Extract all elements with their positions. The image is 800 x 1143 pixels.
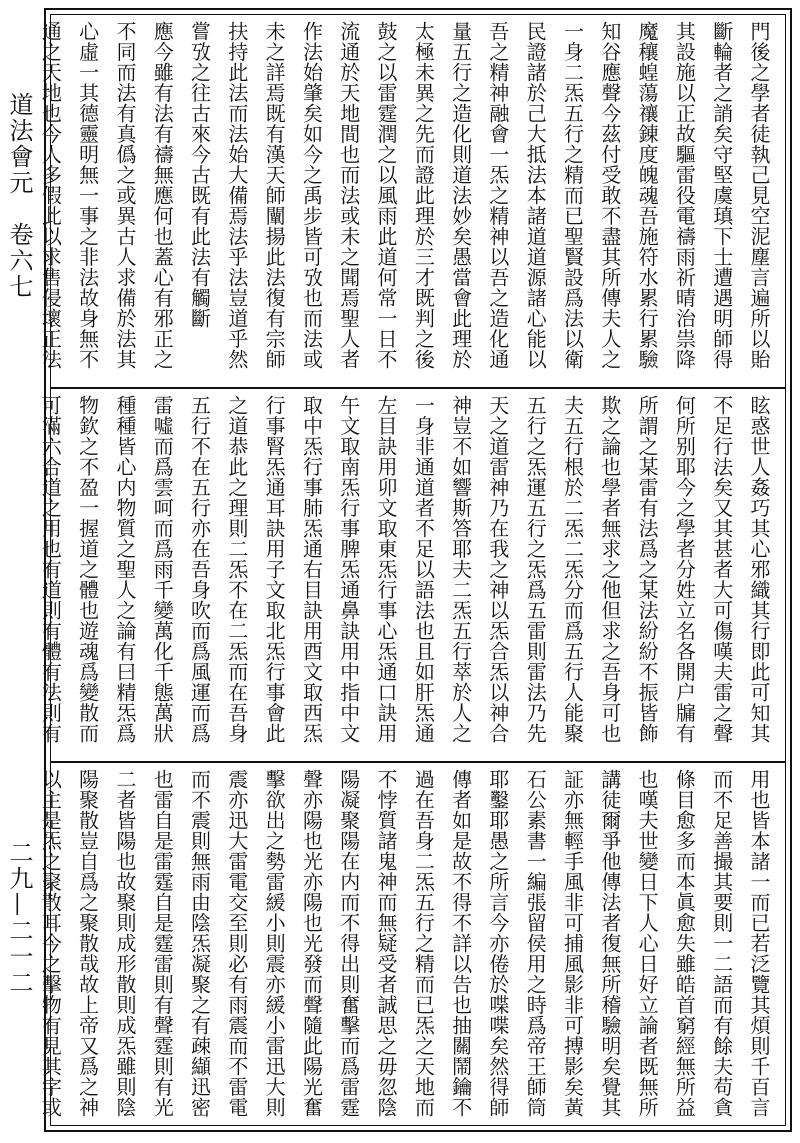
- text-line: 鼓之以雷霆潤之以風雨此道何常一日不: [374, 21, 399, 370]
- text-line: 聲亦陽也光亦陽也光發而聲隨此陽光奮: [299, 769, 324, 1118]
- page-frame: [38, 8, 792, 1132]
- text-line: 應今雖有法有禱無應何也蓋心有邪正之: [150, 21, 175, 370]
- text-line: 五行之炁運五行之炁爲五雷則雷法乃先: [523, 395, 548, 744]
- text-line: 門後之學者徒執己見空泥塵言遍所以貽: [747, 21, 771, 370]
- text-line: 可滿六合道之用也有道則有體有法則有: [38, 395, 63, 744]
- text-line: 眩惑世人姦巧其心邪織其行即此可知其: [747, 395, 771, 744]
- text-line: 太極未異之先而證此理於三才既判之後: [411, 21, 436, 370]
- text-line: 其設施以正故驅雷役電禱雨祈晴治祟降: [672, 21, 697, 370]
- text-line: 吾之精神融會一炁之精神以吾之造化通: [485, 21, 510, 370]
- text-line: 流通於天地間也而法或未之聞焉聖人者: [336, 21, 361, 370]
- text-line: 魔穰蝗蕩禳錬度魄魂吾施符水累行累驗: [635, 21, 660, 370]
- text-line: 過在吾身二炁五行之精而已炁之天地而: [411, 769, 436, 1118]
- text-line: 也嘆夫世變日下人心日好立論者既無所: [635, 769, 660, 1118]
- text-line: 夫五行根於二炁二炁分而爲五行人能聚: [560, 395, 585, 744]
- text-line: 欺之論也學者無求之他但求之吾身可也: [597, 395, 622, 744]
- text-line: 左目訣用卯文取東炁行事心炁通口訣用: [374, 395, 399, 744]
- running-title: 道法會元 卷六七: [5, 92, 33, 300]
- text-line: 條目愈多而本眞愈失雖皓首窮經無所益: [672, 769, 697, 1118]
- text-line: 也雷自是雷霆自是霆雷則有聲霆則有光: [150, 769, 175, 1118]
- text-line: 雷噓而爲雲呵而爲雨千變萬化千態萬狀: [150, 395, 175, 744]
- text-line: 未之詳焉既有漢天師闡揚此法復有宗師: [262, 21, 287, 370]
- text-line: 心虛一其德靈明無一事之非法故身無不: [75, 21, 100, 370]
- text-line: 傳者如是故不得不詳以告也抽關鬧鑰不: [448, 769, 473, 1118]
- text-line: 行事腎炁通耳訣用子文取北炁行事會此: [262, 395, 287, 744]
- text-line: 神豈不如響斯答耶夫二炁五行萃於人之: [448, 395, 473, 744]
- text-line: 物欽之不盈一握道之體也遊魂爲變散而: [75, 395, 100, 744]
- text-line: 之道恭此之理則二炁不在二炁而在吾身: [224, 395, 249, 744]
- text-line: 斷輪者之誚矣守堅虞瑱下士遭遇明師得: [709, 21, 734, 370]
- text-line: 二者皆陽也故聚則成形散則成炁雖則陰: [112, 769, 137, 1118]
- text-line: 証亦無輕手風非可捕風影非可搏影矣黃: [560, 769, 585, 1118]
- text-line: 石公素書一編張留侯用之時爲帝王師筒: [523, 769, 548, 1118]
- page-number: 二九—二一二: [5, 840, 33, 996]
- text-line: 用也皆本諸一而已若泛覽其煩則千百言: [747, 769, 771, 1118]
- text-line: 以主是炁之聚散耳今之擊物有見其字或: [38, 769, 63, 1118]
- text-line: 講徒爾爭他傳法者復無所稽驗明矣覺其: [597, 769, 622, 1118]
- text-line: 天之道雷神乃在我之神以炁合炁以神合: [485, 395, 510, 744]
- register-middle: [38, 389, 785, 759]
- text-line: 嘗攷之往古來今古既有此法有觸斷: [187, 21, 212, 329]
- text-line: 知谷應聲今茲付受敢不盡其所傳夫人之: [597, 21, 622, 370]
- text-line: 一身非通道者不足以語法也且如肝炁通: [411, 395, 436, 744]
- text-line: 不足行法矣又其甚者大可傷嘆夫雷之聲: [709, 395, 734, 744]
- text-line: 所謂之某雷有法爲之某法紛紛不振皆飾: [635, 395, 660, 744]
- text-line: 一身二炁五行之精而已聖賢設爲法以衛: [560, 21, 585, 370]
- text-line: 種種皆心内物質之聖人之論有曰精炁爲: [112, 395, 137, 744]
- text-line: 震亦迅大雷電交至則必有雨震而不雷電: [224, 769, 249, 1118]
- register-bottom: [38, 763, 785, 1129]
- text-line: 民證諸於己大抵法本諸道道源諸心能以: [523, 21, 548, 370]
- text-line: 五行不在五行亦在吾身吹而爲風運而爲: [187, 395, 212, 744]
- register-text: [38, 21, 777, 379]
- page-frame-inner: [38, 14, 786, 1126]
- text-line: 陽凝聚陽在内而不得出則奮擊而爲雷霆: [336, 769, 361, 1118]
- text-line: 不同而法有真僞之或異古人求備於法其: [112, 21, 137, 370]
- text-line: 何所别耶今之學者分姓立名各開户牖有: [672, 395, 697, 744]
- register-text: [38, 769, 777, 1123]
- register-text: [38, 395, 777, 753]
- text-line: 不悖質諸鬼神而無疑受者誠思之毋忽陰: [374, 769, 399, 1118]
- text-line: 午文取南炁行事脾炁通鼻訣用中指中文: [336, 395, 361, 744]
- text-line: 擊欲出之勢雷緩小則震亦緩小雷迅大則: [262, 769, 287, 1118]
- text-line: 取中炁行事肺炁通右目訣用酉文取西炁: [299, 395, 324, 744]
- text-line: 陽聚散豈自爲之聚散哉故上帝又爲之神: [75, 769, 100, 1118]
- register-top: [38, 15, 785, 385]
- text-line: 而不震則無雨由陰炁凝聚之有疎纈迅密: [187, 769, 212, 1118]
- text-line: 作法始肇矣如今之禹步皆可攷也而法或: [299, 21, 324, 370]
- text-line: 而不足善撮其要則一二語而有餘夫苟貪: [709, 769, 734, 1118]
- text-line: 通之天地也今人多假此以求售侵壞正法: [38, 21, 63, 370]
- text-line: 耶鑿耶愚之所言今亦倦於喋喋矣然得師: [485, 769, 510, 1118]
- text-line: 扶持此法而法始大備焉法乎法豈道乎然: [224, 21, 249, 370]
- text-line: 量五行之造化則道法妙矣愚當會此理於: [448, 21, 473, 370]
